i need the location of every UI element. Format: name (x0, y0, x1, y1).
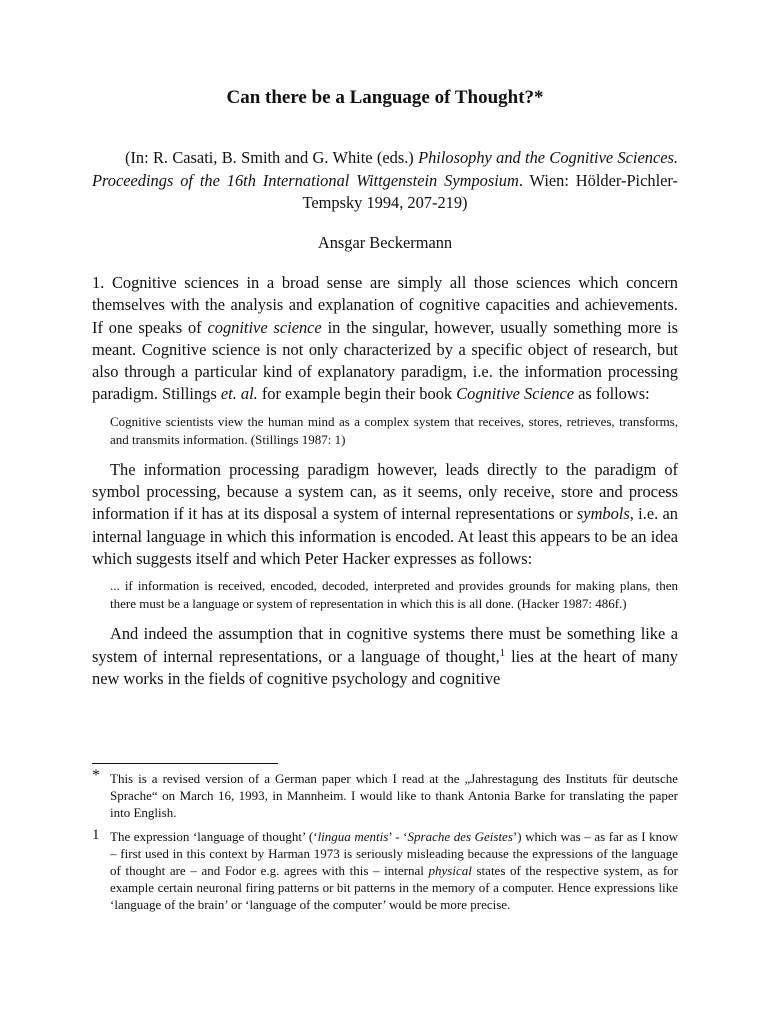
citation-prefix: (In: R. Casati, B. Smith and G. White (eds.) (125, 148, 419, 167)
citation (92, 147, 678, 215)
author-name: Ansgar Beckermann (317, 233, 453, 252)
footnote-star-text: This is a revised version of a German paper which I read at the „Jahrestagung des Instituts für deutsche Sprache“ on March 16, 1993, in Mannheim. I would like to thank Antonia Barke for translating the paper into English. (110, 771, 678, 820)
p2-text-c: , i.e. an internal language in which this information is encoded. At least this appears to be an idea which suggests itself and which Peter Hacker expresses as follows: (92, 504, 678, 568)
fn1-text-e: ’) which was – as far as I know – first used in this context by Harman 1973 is seriously misleading because the expressions of the language of thought are – and Fodor e.g. agrees with this – internal (110, 829, 679, 878)
fn1-text-c: ’ - ‘ (388, 829, 408, 844)
paragraph-2 (92, 459, 678, 570)
block-quote-hacker: ... if information is received, encoded, decoded, interpreted and provides grounds for making plans, then there must be a language or system of representation in which this is all done. (Hacker 1987: 486f.) (110, 578, 678, 612)
paper-title: Can there be a Language of Thought?* (226, 87, 544, 108)
footnotes (92, 767, 679, 920)
p1-emphasis-et-al: et. al. (220, 384, 258, 404)
p1-text-c: in the singular, however, usually something more is meant. Cognitive science is not only characterized by a specific object of research, but also through a particular kind of explanatory paradigm, i.e. the information processing paradigm. Stillings (92, 317, 679, 404)
p3-text-a: And indeed the assumption that in cognitive systems there must be something like a system of internal representations, or a language of thought, (92, 624, 678, 666)
footnote-1-mark: 1 (92, 827, 100, 843)
p1-book-title: Cognitive Science (456, 384, 575, 404)
fn1-lingua-mentis: lingua mentis (317, 829, 389, 844)
footnote-ref-1[interactable]: 1 (499, 646, 506, 659)
fn1-sprache-des-geistes: Sprache des Geistes (407, 829, 513, 844)
fn1-physical: physical (428, 863, 472, 878)
paragraph-1 (92, 272, 678, 406)
footnote-star (92, 767, 678, 821)
p1-text-e: for example begin their book (257, 384, 457, 404)
footnote-star-mark: * (92, 767, 100, 784)
p3-text-b: lies at the heart of many new works in the fields of cognitive psychology and cognitive (92, 646, 678, 688)
paragraph-3 (92, 623, 678, 690)
p2-text-a: The information processing paradigm however, leads directly to the paradigm of symbol processing, because a system can, as it seems, only receive, store and process information if it has at its disposal a system of internal representations or (92, 459, 678, 524)
footnote-1 (92, 828, 678, 913)
fn1-text-a: The expression ‘language of thought’ (‘ (110, 829, 318, 844)
p2-emphasis-symbols: symbols (576, 504, 630, 524)
body-text (92, 272, 678, 690)
block-quote-stillings: Cognitive scientists view the human mind as a complex system that receives, stores, retrieves, transforms, and transmits information. (Stillings 1987: 1) (110, 413, 678, 447)
footnote-divider (92, 763, 278, 764)
p1-emphasis-cognitive-science: cognitive science (207, 317, 322, 337)
citation-suffix: . Wien: Hölder-Pichler-Tempsky 1994, 207-219) (302, 170, 678, 212)
p1-text-g: as follows: (574, 384, 650, 404)
citation-book-title: Philosophy and the Cognitive Sciences. Proceedings of the 16th International Wittgenstein Symposium (92, 148, 678, 190)
p1-text-a: 1. Cognitive sciences in a broad sense are simply all those sciences which concern themselves with the analysis and explanation of cognitive capacities and achievements. If one speaks of (92, 273, 678, 337)
fn1-text-g: states of the respective system, as for example certain neuronal firing patterns or bit patterns in the memory of a computer. Hence expressions like ‘language of the brain’ or ‘language of the computer’ would be more precise. (110, 863, 678, 912)
